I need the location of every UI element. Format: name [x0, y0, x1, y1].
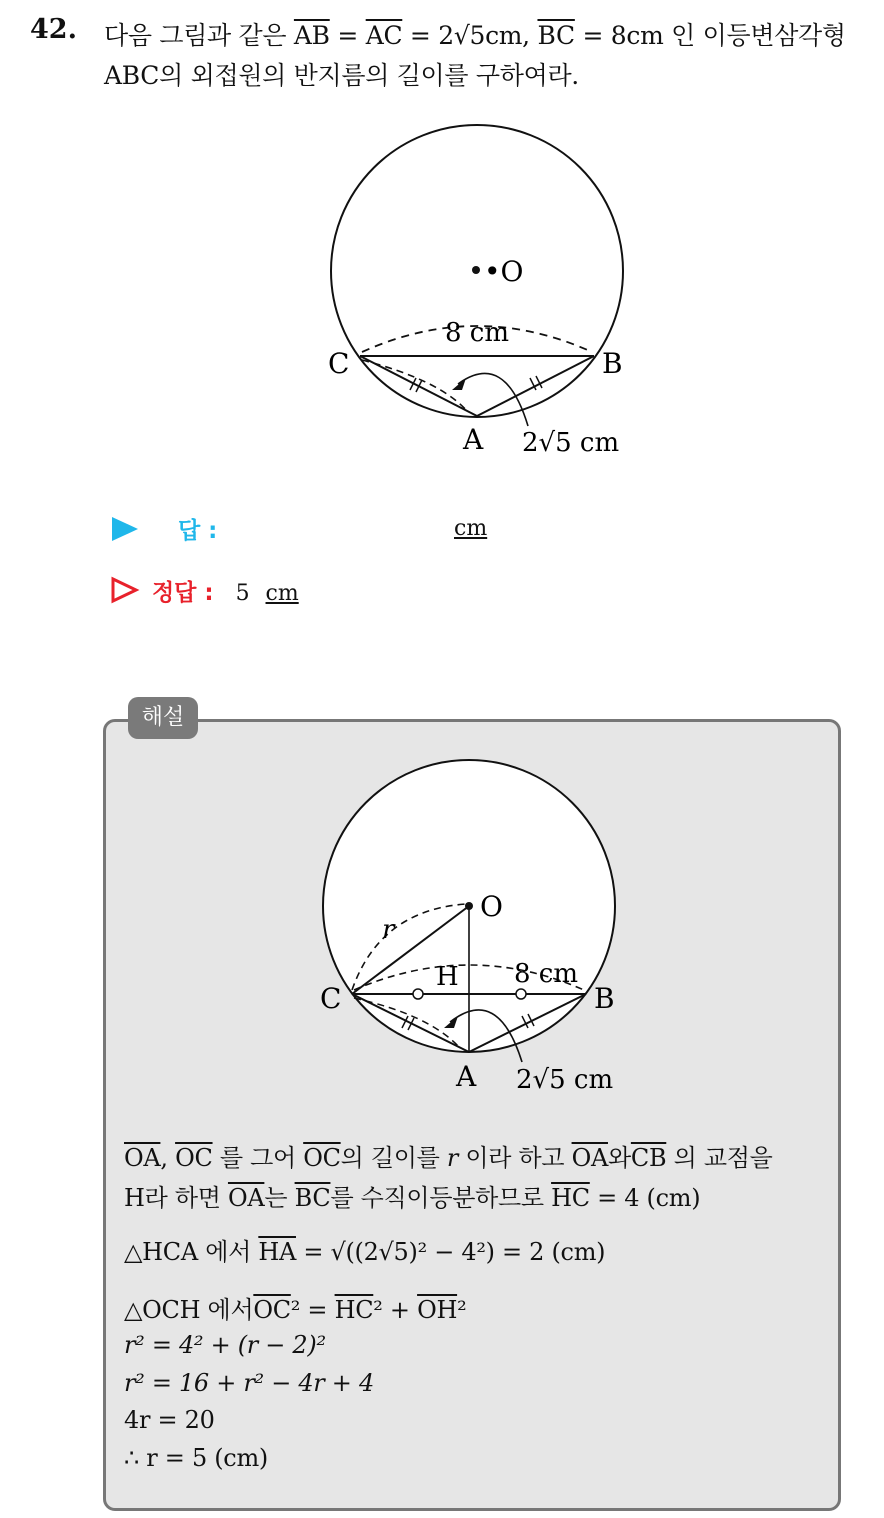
- label-A-2: A: [456, 1060, 477, 1093]
- solution-line-6: r² = 16 + r² − 4r + 4: [124, 1369, 374, 1397]
- label-O-2: O: [480, 890, 503, 923]
- solution-line-2: H라 하면 $\overline{OA}$는 $\overline{BC}$를 수직이등분하므로 $\overline{HC} = 4$ (cm): [124, 1184, 701, 1212]
- answer-unit: cm: [454, 516, 488, 541]
- label-O: •O: [484, 255, 524, 288]
- question-line-2: ABC의 외접원의 반지름의 길이를 구하여라.: [104, 61, 579, 90]
- answer-label: 답 :: [177, 518, 218, 544]
- label-bc-length-2: 8 cm: [514, 959, 579, 989]
- label-A: A: [463, 423, 484, 456]
- solution-line-8: ∴ r = 5 (cm): [124, 1444, 268, 1472]
- label-C: C: [328, 347, 350, 380]
- label-B: B: [602, 347, 623, 380]
- solution-line-5: r² = 4² + (r − 2)²: [124, 1331, 326, 1359]
- solution-line-7: 4r = 20: [124, 1406, 215, 1434]
- solution-line-3: △HCA 에서 $\overline{HA} = √((2√5)^2 - 4^2) = 2$ (cm): [124, 1238, 606, 1266]
- label-H: H: [436, 962, 459, 992]
- correct-answer-label: 정답 :: [151, 580, 214, 606]
- correct-answer-value: 5: [235, 581, 250, 606]
- label-side-length-2: 2√5 cm: [516, 1065, 614, 1095]
- question-line-1: 다음 그림과 같은 $\overline{AB} = \overline{AC} = 2√5cm$, $\overline{BC} = 8cm$ 인 이등변삼각형: [104, 21, 846, 50]
- solution-line-4: △OCH 에서$\overline{OC}^2 = \overline{HC}^2 + \overline{OH}^2$: [124, 1296, 467, 1324]
- solution-line-1: $\overline{OA}$, $\overline{OC}$ 를 그어 $\overline{OC}$의 길이를 r 이라 하고 $\overline{OA}$와$\overline{CB}$ 의 교점을: [124, 1144, 773, 1172]
- label-r: r: [382, 915, 395, 945]
- label-C-2: C: [320, 982, 342, 1015]
- label-side-length: 2√5 cm: [522, 428, 620, 458]
- question-number: 42.: [30, 14, 77, 45]
- explanation-tag: 해설: [128, 697, 198, 739]
- label-bc-length: 8 cm: [445, 318, 510, 348]
- label-B-2: B: [594, 982, 615, 1015]
- correct-answer-unit: cm: [265, 581, 299, 606]
